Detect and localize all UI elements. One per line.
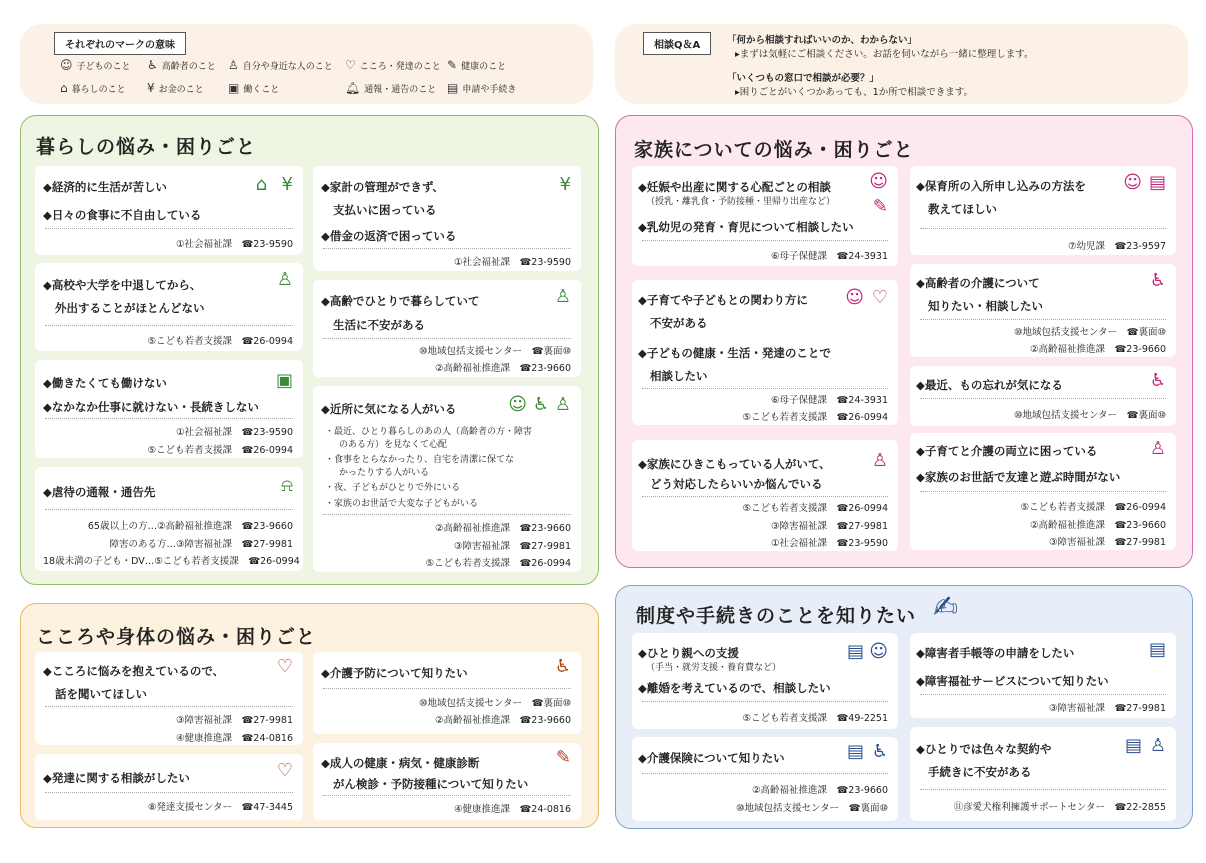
card-line: ◆借金の返済で困っている [321, 229, 457, 243]
heart-icon: ♡ [345, 58, 356, 72]
bullet: ・夜、子どもがひとりで外にいる [325, 483, 461, 493]
contact: ⑤こども若者支援課 ☎26-0994 [742, 503, 888, 514]
card-line: ◆ひとりでは色々な契約や [916, 742, 1052, 756]
person-icon: ♙ [1149, 735, 1166, 756]
syringe-icon: ✎ [872, 196, 888, 217]
card-nursery [910, 166, 1176, 255]
card-line: ◆子どもの健康・生活・発達のことで [638, 346, 831, 360]
briefcase-icon: ▣ [275, 370, 293, 391]
contact: ⑥母子保健課 ☎24-3931 [770, 395, 888, 406]
card-forgetfulness [910, 366, 1176, 426]
section-mind-body-title: こころや身体の悩み・困りごと [36, 626, 317, 648]
contact: ⑤こども若者支援課 ☎26-0994 [742, 412, 888, 423]
contact: ⑤こども若者支援課 ☎26-0994 [1020, 502, 1166, 513]
card-dropout [35, 263, 303, 351]
person-icon: ♙ [871, 450, 888, 471]
contact: ⑧発達支援センター ☎47-3445 [147, 802, 293, 813]
person-icon: ♙ [276, 269, 293, 290]
contact: ②高齢福祉推進課 ☎23-9660 [434, 363, 571, 374]
contact: ③障害福祉課 ☎27-9981 [1048, 537, 1166, 548]
person-icon: ♙ [554, 286, 571, 307]
document-icon: ▤ [1124, 735, 1142, 756]
card-line: ◆家族のお世話で友達と遊ぶ時間がない [916, 470, 1121, 484]
legend-child: ☺ 子どものこと [60, 58, 131, 72]
legend-living: ⌂ 暮らしのこと [60, 81, 126, 95]
heart-icon: ♡ [276, 760, 293, 781]
yen-icon: ¥ [559, 174, 571, 195]
heart-icon: ♡ [871, 287, 888, 308]
contact: ⑦幼児課 ☎23-9597 [1067, 241, 1166, 252]
yen-icon: ¥ [147, 81, 155, 95]
smiley-icon: ☺ [60, 58, 73, 72]
contact: ①社会福祉課 ☎23-9590 [175, 239, 293, 250]
card-line: ◆介護保険について知りたい [638, 751, 785, 765]
legend-person: ♙ 自分や身近な人のこと [228, 58, 333, 72]
contact: ⑩地域包括支援センター ☎裏面⑩ [1014, 327, 1166, 338]
bullet: ・家族のお世話で大変な子どもがいる [325, 499, 479, 509]
person-icon: ♙ [554, 394, 571, 415]
legend-report: 🔔︎ 通報・通告のこと [345, 81, 437, 95]
card-line: ◆虐待の通報・通告先 [43, 485, 156, 499]
contact: ③障害福祉課 ☎27-9981 [770, 521, 888, 532]
elderly-icon: ♿ [1149, 270, 1166, 291]
card-pregnancy [632, 166, 898, 266]
card-elderly-alone [313, 280, 581, 377]
contact: ③障害福祉課 ☎27-9981 [453, 541, 571, 552]
bullet: かったりする人がいる [339, 468, 430, 478]
contact: ⑪彦愛犬権利擁護サポートセンター ☎22-2855 [953, 802, 1166, 813]
smiley-icon: ☺ [869, 641, 888, 662]
card-line: ◆ひとり親への支援 [638, 646, 739, 660]
contact: ⑤こども若者支援課 ☎26-0994 [425, 558, 571, 569]
card-line: ◆働きたくても働けない [43, 376, 167, 390]
document-icon: ▤ [447, 81, 459, 95]
card-line: 生活に不安がある [333, 318, 425, 332]
contact: 18歳未満の子ども・DV…⑤こども若者支援課 ☎26-0994 [43, 556, 300, 567]
elderly-icon: ♿ [532, 394, 549, 415]
card-line: ◆介護予防について知りたい [321, 666, 468, 680]
card-development [35, 754, 303, 820]
house-icon: ⌂ [60, 81, 68, 95]
card-line: 手続きに不安がある [928, 765, 1032, 779]
heart-icon: ♡ [276, 656, 293, 677]
contact: ②高齢福祉推進課 ☎23-9660 [434, 523, 571, 534]
card-line: ◆経済的に生活が苦しい [43, 180, 167, 194]
yen-icon: ¥ [281, 174, 293, 195]
document-icon: ▤ [1148, 172, 1166, 193]
contact: 障害のある方…③障害福祉課 ☎27-9981 [109, 539, 293, 550]
card-work [35, 360, 303, 458]
contact: 65歳以上の方…②高齢福祉推進課 ☎23-9660 [87, 521, 293, 532]
section-family-title: 家族についての悩み・困りごと [634, 139, 914, 161]
card-line: 不安がある [650, 316, 708, 330]
card-line: 相談したい [650, 369, 708, 383]
smiley-icon: ☺ [1123, 172, 1142, 193]
syringe-icon: ✎ [447, 58, 458, 72]
contact: ⑤こども若者支援課 ☎49-2251 [742, 713, 888, 724]
legend-health: ✎ 健康のこと [447, 58, 507, 72]
card-household [313, 166, 581, 271]
card-line: 話を聞いてほしい [55, 687, 147, 701]
document-icon: ▤ [846, 641, 864, 662]
smiley-icon: ☺ [869, 171, 888, 192]
elderly-icon: ♿ [554, 656, 571, 677]
card-elderly-care [910, 264, 1176, 357]
bullet: ・最近、ひとり暮らしのあの人（高齢者の方・障害 [325, 427, 533, 437]
card-neighbor [313, 386, 581, 572]
legend-work: ▣ 働くこと [228, 81, 280, 95]
card-sub: （授乳・離乳食・予防接種・里帰り出産など） [646, 197, 836, 207]
card-line: ◆なかなか仕事に就けない・長続きしない [43, 400, 259, 414]
card-line: ◆最近、もの忘れが気になる [916, 378, 1063, 392]
contact: ①社会福祉課 ☎23-9590 [770, 538, 888, 549]
contact: ⑩地域包括支援センター ☎裏面⑩ [736, 803, 888, 814]
qa-title: 相談Q＆A [643, 32, 711, 55]
card-line: ◆成人の健康・病気・健康診断 [321, 756, 480, 770]
card-line: がん検診・予防接種について知りたい [333, 777, 529, 791]
legend-elderly: ♿ 高齢者のこと [147, 58, 216, 72]
card-line: ◆こころに悩みを抱えているので、 [43, 664, 225, 678]
document-icon: ▤ [846, 741, 864, 762]
contact: ⑤こども若者支援課 ☎26-0994 [147, 445, 293, 456]
elderly-icon: ♿ [1149, 370, 1166, 391]
card-economic [35, 166, 303, 255]
legend-heart: ♡ こころ・発達のこと [345, 58, 441, 72]
card-line: ◆障害福祉サービスについて知りたい [916, 674, 1109, 688]
card-line: ◆家族にひきこもっている人がいて、 [638, 457, 831, 471]
smiley-icon: ☺ [508, 394, 527, 415]
bullet: のある方）を見なくて心配 [339, 440, 448, 450]
qa-answer-2: ▸困りごとがいくつかあっても、1か所で相談できます。 [735, 87, 973, 98]
card-line: ◆離婚を考えているので、相談したい [638, 681, 831, 695]
card-care-insurance [632, 737, 898, 821]
card-line: ◆妊娠や出産に関する心配ごとの相談 [638, 180, 831, 194]
card-line: ◆子育てと介護の両立に困っている [916, 444, 1098, 458]
document-icon: ▤ [1148, 639, 1166, 660]
contact: ②高齢福祉推進課 ☎23-9660 [751, 785, 888, 796]
contact: ②高齢福祉推進課 ☎23-9660 [1029, 520, 1166, 531]
section-procedures-title: 制度や手続きのことを知りたい [636, 605, 917, 627]
bell-icon: ⍾ [281, 475, 293, 496]
contact: ③障害福祉課 ☎27-9981 [1048, 703, 1166, 714]
card-contracts [910, 727, 1176, 821]
card-line: ◆子育てや子どもとの関わり方に [638, 293, 808, 307]
syringe-icon: ✎ [555, 747, 571, 768]
contact: ③障害福祉課 ☎27-9981 [175, 715, 293, 726]
section-living-title: 暮らしの悩み・困りごと [36, 136, 257, 158]
card-care-prevention [313, 652, 581, 734]
person-icon: ♙ [228, 58, 239, 72]
card-line: ◆発達に関する相談がしたい [43, 771, 190, 785]
legend-money: ¥ お金のこと [147, 81, 204, 95]
house-icon: ⌂ [255, 174, 267, 195]
form-pen-icon: ✍ [933, 590, 959, 625]
bell-icon: 🔔︎ [345, 81, 361, 95]
contact: ⑥母子保健課 ☎24-3931 [770, 251, 888, 262]
contact: ④健康推進課 ☎24-0816 [175, 733, 293, 744]
card-abuse [35, 467, 303, 571]
qa-question-2: 「いくつもの窓口で相談が必要？」 [727, 73, 880, 84]
card-hikikomori [632, 440, 898, 551]
card-line: 教えてほしい [928, 202, 997, 216]
card-line: ◆近所に気になる人がいる [321, 402, 457, 416]
contact: ⑩地域包括支援センター ☎裏面⑩ [419, 698, 571, 709]
legend-application: ▤ 申請や手続き [447, 81, 517, 95]
contact: ⑩地域包括支援センター ☎裏面⑩ [419, 346, 571, 357]
legend-title: それぞれのマークの意味 [54, 32, 186, 55]
person-icon: ♙ [1149, 438, 1166, 459]
card-line: ◆日々の食事に不自由している [43, 208, 202, 222]
briefcase-icon: ▣ [228, 81, 240, 95]
card-disability [910, 633, 1176, 718]
contact: ⑩地域包括支援センター ☎裏面⑩ [1014, 410, 1166, 421]
qa-answer-1: ▸まずは気軽にご相談ください。お話を伺いながら一緒に整理します。 [735, 49, 1034, 60]
card-line: ◆保育所の入所申し込みの方法を [916, 179, 1086, 193]
bullet: ・食事をとらなかったり、自宅を清潔に保てな [325, 455, 515, 465]
smiley-icon: ☺ [845, 287, 864, 308]
card-mind [35, 652, 303, 745]
card-line: 支払いに困っている [333, 203, 437, 217]
card-line: ◆乳幼児の発育・育児について相談したい [638, 220, 854, 234]
card-parenting [632, 280, 898, 425]
card-adult-health [313, 743, 581, 820]
elderly-icon: ♿ [147, 58, 158, 72]
card-line: ◆家計の管理ができず、 [321, 180, 444, 194]
card-sub: （手当・就労支援・養育費など） [646, 663, 782, 673]
contact: ①社会福祉課 ☎23-9590 [453, 257, 571, 268]
card-line: 知りたい・相談したい [928, 299, 1043, 313]
card-line: ◆高齢でひとりで暮らしていて [321, 294, 480, 308]
contact: ④健康推進課 ☎24-0816 [453, 804, 571, 815]
contact: ②高齢福祉推進課 ☎23-9660 [434, 715, 571, 726]
card-line: ◆障害者手帳等の申請をしたい [916, 646, 1075, 660]
card-double-care [910, 433, 1176, 550]
contact: ①社会福祉課 ☎23-9590 [175, 427, 293, 438]
card-line: 外出することがほとんどない [55, 301, 205, 315]
card-single-parent [632, 633, 898, 729]
qa-question-1: 「何から相談すればいいのか、わからない」 [727, 35, 918, 46]
card-line: ◆高齢者の介護について [916, 276, 1040, 290]
contact: ②高齢福祉推進課 ☎23-9660 [1029, 344, 1166, 355]
card-line: どう対応したらいいか悩んでいる [650, 477, 823, 491]
contact: ⑤こども若者支援課 ☎26-0994 [147, 336, 293, 347]
elderly-icon: ♿ [871, 741, 888, 762]
card-line: ◆高校や大学を中退してから、 [43, 278, 202, 292]
